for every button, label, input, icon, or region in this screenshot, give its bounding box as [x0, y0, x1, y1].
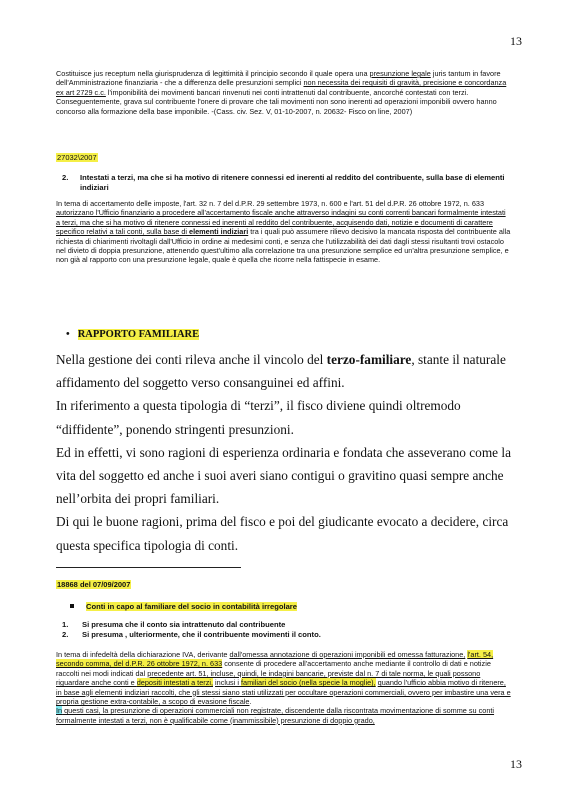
page-number-bottom: 13 [510, 757, 522, 771]
section-heading [56, 329, 199, 340]
item-number: 2. [62, 629, 69, 639]
item-text: Si presuma che il conto sia intrattenuto dal contribuente [82, 620, 286, 629]
tax-assessment-paragraph [56, 199, 511, 265]
item-text: Si presuma , ulteriormente, che il contribuente movimenti il conto. [82, 629, 321, 639]
body-paragraph: In riferimento a questa tipologia di “terzi”, il fisco diviene quindi oltremodo “diffidente”, ponendo stringenti presunzioni. [56, 398, 461, 437]
text-segment: . [249, 697, 252, 707]
underlined-text: dall'omessa annotazione di operazioni imponibili ed omessa fatturazione, [229, 650, 466, 659]
underlined-text: autorizzano l'Ufficio finanziario a procedere all'accertamento fiscale anche attraverso indagini su conti correnti bancari formalmente intestati a terzi, ma che si ha motivo di ritenere connessi ed inerenti al reddito del contribuente, acquisendo dati, notizie e documenti di carattere specifico relativi a tali conti, sulla base di [56, 208, 506, 237]
text-segment: , stante il naturale affidamento del soggetto verso consanguinei ed affini. [56, 352, 506, 391]
square-bullet-item [70, 602, 297, 611]
numbered-item-2 [62, 173, 512, 192]
highlighted-text: familiari del socio (nella specie la moglie), [240, 678, 376, 688]
text-segment: l'imponibilità dei movimenti bancari rinvenuti nei conti intrattenuti dal contribuente, ancorché contestati con terzi. Conseguentemente, grava sul contribuente l'onere di provare che tali movimenti non sono inerenti ad operazioni imponibili ovvero hanno concorso alla formazione della base imponibile. -(Cass. civ. Sez. V, 01-10-2007, n. 20632- Fisco on line, 2007) [56, 87, 497, 116]
underlined-text: questi casi, la presunzione di operazioni commerciali non registrate, discendente dalla riscontrata movimentazione di somme su conti formalmente intestati a terzi, non è qualificabile come (inammissibile) presunzione di doppio grado, [56, 706, 495, 725]
case-reference-highlight: 27032\2007 [57, 153, 97, 162]
square-item-text: Conti in capo al familiare del socio in contabilità irregolare [86, 602, 297, 611]
highlighted-text: In [56, 706, 63, 716]
item-text: Intestati a terzi, ma che si ha motivo di ritenere connessi ed inerenti al reddito del contribuente, sulla base di elementi indiziari [80, 173, 505, 192]
highlighted-text: l'art. 54, secondo comma, del d.P.R. 26 ottobre 1972, n. 633 [56, 650, 494, 669]
item-number: 1. [62, 620, 69, 629]
body-paragraph [56, 348, 516, 394]
square-bullet-icon [70, 604, 74, 608]
page-number-top: 13 [510, 34, 522, 48]
text-segment: tra i quali può assumere rilievo decisivo la mancata risposta del contribuente alla richiesta di chiarimenti rivoltagli dall'Ufficio in ordine ai medesimi conti, e senza che l'utilizzabilità dei dati dagli stessi risultanti trovi ostacolo nel divieto di doppia presunzione, attenendo quest'ultimo alla correlazione tra una presunzione semplice ed un'altra presunzione semplice, e non già al rapporto con una presunzione legale, quale è quella che ricorre nella fattispecie in esame. [56, 227, 511, 265]
presumption-list [62, 620, 321, 639]
bold-text: terzo-familiare [326, 352, 412, 367]
vat-infidelity-paragraph [56, 650, 511, 725]
text-segment: In tema di infedeltà della dichiarazione IVA, derivante [56, 650, 230, 659]
footnote-divider [56, 567, 241, 568]
highlighted-text: depositi intestati a terzi, [136, 678, 213, 688]
text-segment: In tema di accertamento delle imposte, l'art. 32 n. 7 del d.P.R. 29 settembre 1973, n. 600 e l'art. 51 del d.P.R. 26 ottobre 1972, n. 633 [56, 199, 485, 208]
text-segment: juris tantum in favore dell'Amministrazione finanziaria - che a differenza delle presunzioni semplici [56, 69, 501, 88]
case-reference-highlight: 18868 del 07/09/2007 [57, 580, 131, 589]
heading-label: RAPPORTO FAMILIARE [77, 329, 200, 340]
text-segment: consente di procedere all'accertamento anche mediante il controllo di dati e notizie raccolti nei modi indicati dal [56, 659, 491, 678]
body-text [56, 348, 516, 557]
case-summary-paragraph [56, 69, 511, 116]
item-number: 2. [62, 173, 69, 182]
body-paragraph: Ed in effetti, vi sono ragioni di esperienza ordinaria e fondata che asseverano come la vita del soggetto ed anche i suoi averi siano contigui o gravitino quasi sempre anche nell’orbita dei propri familiari. [56, 444, 511, 507]
text-segment: Nella gestione dei conti rileva anche il vincolo del [56, 352, 327, 367]
bold-underlined-text: elementi indiziari [189, 227, 249, 237]
list-item [62, 630, 321, 640]
text-segment: Costituisce jus receptum nella giurisprudenza di legittimità il principio secondo il quale opera una [56, 69, 370, 78]
underlined-text: inclusi i [215, 678, 241, 688]
underlined-text: non necessita dei requisiti di gravità, precisione e concordanza ex art 2729 c.c. [56, 78, 507, 97]
list-item [62, 620, 321, 630]
bullet-icon: • [66, 329, 70, 340]
underlined-text: quando l'ufficio abbia motivo di ritenere, in base agli elementi indiziari raccolti, che gli stessi siano stati utilizzati per occultare operazioni commerciali, ovvero per imbastire una vera e propria gestione extra-contabile, a scopo di evasione fiscale [56, 678, 511, 707]
body-paragraph: Di qui le buone ragioni, prima del fisco e poi del giudicante evocato a decidere, circa questa specifica tipologia di conti. [56, 514, 509, 553]
underlined-text: precedente art. 51, incluse, quindi, le indagini bancarie, previste dal n. 7 di tale norma, le quali possono riguardare anche conti e [56, 668, 481, 688]
underlined-text: presunzione legale [369, 69, 431, 78]
